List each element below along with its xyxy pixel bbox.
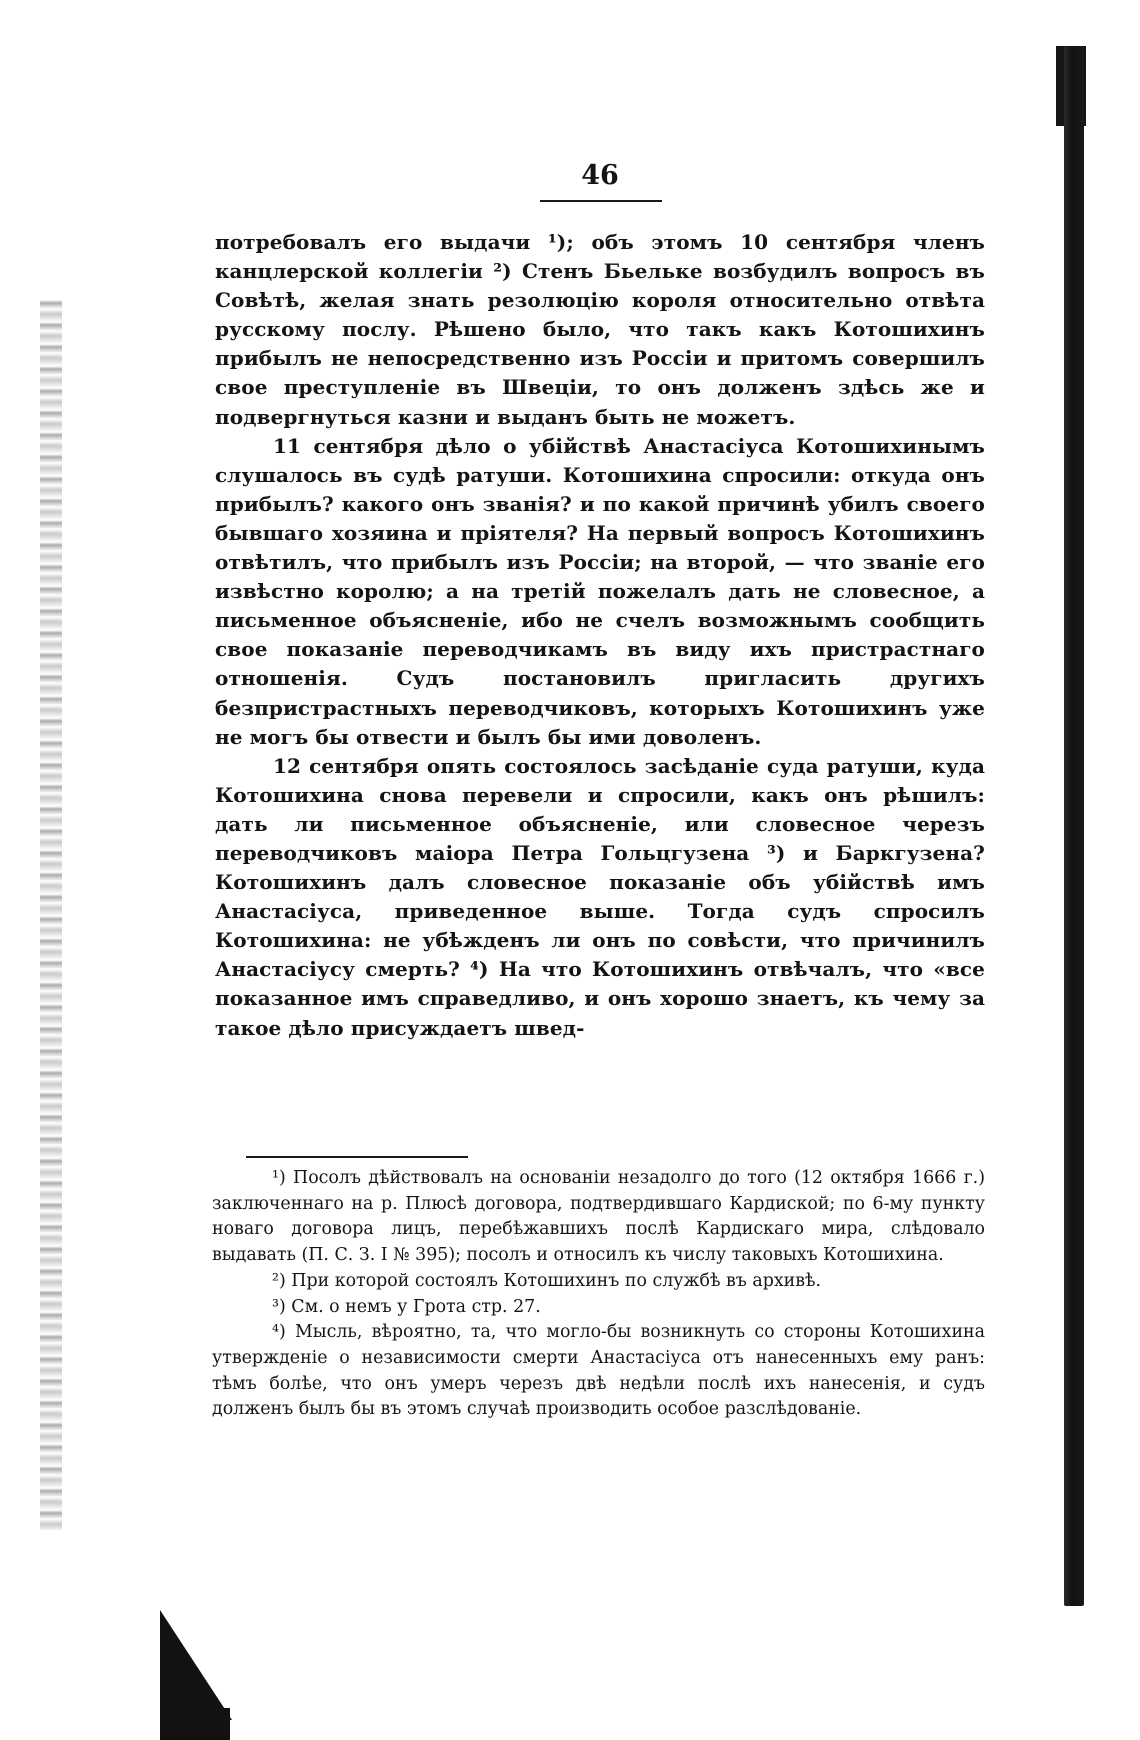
footnote-1: ¹) Посолъ дѣйствовалъ на основаніи незадолго до того (12 октября 1666 г.) заключеннаго на р. Плюсѣ договора, подтвердившаго Кардиской; по 6-му пункту новаго договора лицъ, перебѣжавшихъ послѣ Кардискаго мира, слѣдовало выдавать (П. С. З. I № 395); посолъ и относилъ къ числу таковыхъ Котошихина. xyxy=(212,1168,985,1266)
footnote-4: ⁴) Мысль, вѣроятно, та, что могло-бы возникнуть со стороны Котошихина утвержденіе о независимости смерти Анастасіуса отъ нанесенныхъ ему ранъ: тѣмъ болѣе, что онъ умеръ черезъ двѣ недѣли послѣ ихъ нанесенія, и судъ долженъ былъ бы въ этомъ случаѣ производить особое разслѣдованіе. xyxy=(212,1322,985,1420)
scan-corner-shadow-base xyxy=(160,1708,230,1740)
scan-edge-shadow-right xyxy=(1064,46,1084,1606)
page-number: 46 xyxy=(581,160,619,191)
footnote-3: ³) См. о немъ у Грота стр. 27. xyxy=(272,1296,541,1317)
paragraph-1: потребовалъ его выдачи ¹); объ этомъ 10 сентября членъ канцлерской коллегіи ²) Стенъ Бьельке возбудилъ вопросъ въ Совѣтѣ, желая знать резолюцію короля относительно отвѣта русскому послу. Рѣшено было, что такъ какъ Котошихинъ прибылъ не непосредственно изъ Россіи и притомъ совершилъ свое преступленіе въ Швеціи, то онъ долженъ здѣсь же и подвергнуться казни и выданъ быть не можетъ. xyxy=(215,230,985,429)
footnote-separator xyxy=(246,1156,468,1158)
main-text xyxy=(215,228,985,1043)
paragraph-2: 11 сентября дѣло о убійствѣ Анастасіуса Котошихинымъ слушалось въ судѣ ратуши. Котошихина спросили: откуда онъ прибылъ? какого онъ званія? и по какой причинѣ убилъ своего бывшаго хозяина и пріятеля? На первый вопросъ Котошихинъ отвѣтилъ, что прибылъ изъ Россіи; на второй, — что званіе его извѣстно королю; а на третій пожелалъ дать не словесное, а письменное объясненіе, ибо не счелъ возможнымъ сообщить свое показаніе переводчикамъ въ виду ихъ пристрастнаго отношенія. Судъ постановилъ пригласить другихъ безпристрастныхъ переводчиковъ, которыхъ Котошихинъ уже не могъ бы отвести и былъ бы ими доволенъ. xyxy=(215,433,985,749)
scan-edge-noise-left xyxy=(40,300,62,1530)
scan-corner-shadow xyxy=(160,1610,232,1720)
header-rule xyxy=(540,200,662,202)
footnotes xyxy=(212,1166,985,1423)
footnote-2: ²) При которой состоялъ Котошихинъ по службѣ въ архивѣ. xyxy=(272,1270,822,1291)
paragraph-3: 12 сентября опять состоялось засѣданіе суда ратуши, куда Котошихина снова перевели и спросили, какъ онъ рѣшилъ: дать ли письменное объясненіе, или словесное черезъ переводчиковъ маіора Петра Гольцгузена ³) и Баркгузена? Котошихинъ далъ словесное показаніе объ убійствѣ имъ Анастасіуса, приведенное выше. Тогда судъ спросилъ Котошихина: не убѣжденъ ли онъ по совѣсти, что причинилъ Анастасіусу смерть? ⁴) На что Котошихинъ отвѣчалъ, что «все показанное имъ справедливо, и онъ хорошо знаетъ, къ чему за такое дѣло присуждаетъ швед- xyxy=(215,753,985,1040)
